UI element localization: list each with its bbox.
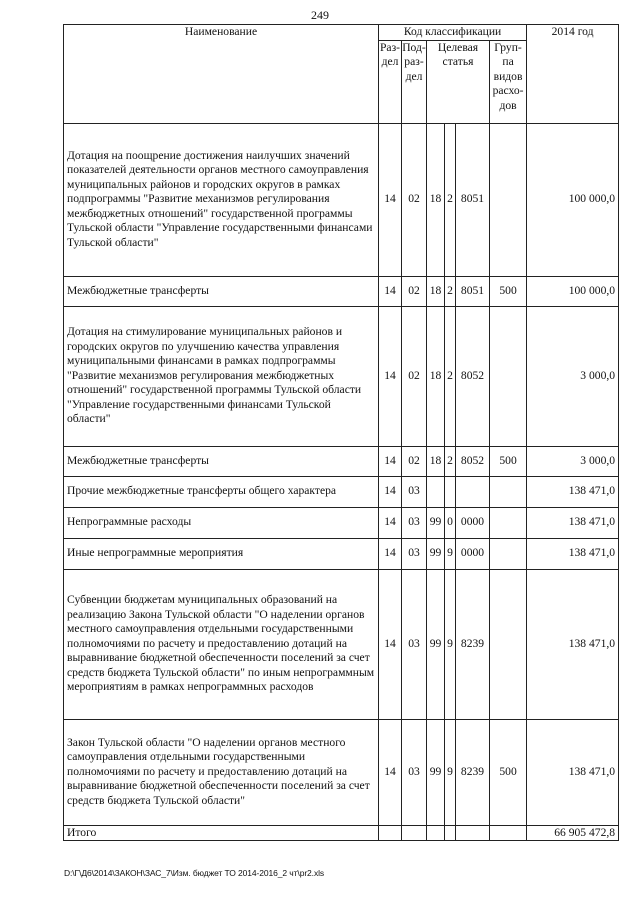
cell-razdel: 14 [379, 446, 402, 476]
header-code-group: Код классификации [379, 25, 527, 41]
cell-razdel: 14 [379, 569, 402, 719]
cell-t3: 8051 [456, 123, 490, 276]
cell-amount: 100 000,0 [527, 123, 619, 276]
cell-group [490, 569, 527, 719]
header-podrazdel: Под-раз-дел [402, 40, 427, 123]
cell-podrazdel: 02 [402, 306, 427, 446]
cell-razdel: 14 [379, 276, 402, 306]
cell-group [490, 507, 527, 538]
table-row [64, 538, 619, 569]
cell-t2 [445, 476, 456, 507]
cell-t1 [427, 476, 445, 507]
cell-t2: 0 [445, 507, 456, 538]
cell-t2: 2 [445, 446, 456, 476]
cell-razdel: 14 [379, 123, 402, 276]
cell-t3: 0000 [456, 538, 490, 569]
cell-group: 500 [490, 446, 527, 476]
cell-empty [490, 825, 527, 841]
cell-t1: 99 [427, 507, 445, 538]
header-group: Груп-па видов расхо-дов [490, 40, 527, 123]
cell-t3: 8051 [456, 276, 490, 306]
total-label: Итого [64, 825, 379, 841]
table-row [64, 719, 619, 825]
cell-group [490, 123, 527, 276]
cell-podrazdel: 02 [402, 276, 427, 306]
cell-name: Межбюджетные трансферты [64, 276, 379, 306]
cell-amount: 138 471,0 [527, 569, 619, 719]
cell-t2: 2 [445, 276, 456, 306]
cell-t3: 8239 [456, 719, 490, 825]
cell-podrazdel: 03 [402, 538, 427, 569]
cell-amount: 138 471,0 [527, 719, 619, 825]
cell-group [490, 538, 527, 569]
cell-amount: 3 000,0 [527, 306, 619, 446]
header-target: Целевая статья [427, 40, 490, 123]
cell-amount: 138 471,0 [527, 538, 619, 569]
cell-empty [379, 825, 402, 841]
budget-table [63, 24, 619, 841]
total-amount: 66 905 472,8 [527, 825, 619, 841]
cell-t1: 18 [427, 446, 445, 476]
cell-name: Дотация на стимулирование муниципальных районов и городских округов по улучшению качества управления муниципальными финансами в рамках подпрограммы "Развитие механизмов регулирования межбюджетных отношений" государственной программы Тульской области "Управление государственными финансами Тульской области" [64, 306, 379, 446]
cell-group: 500 [490, 276, 527, 306]
cell-razdel: 14 [379, 306, 402, 446]
cell-podrazdel: 03 [402, 507, 427, 538]
cell-t2: 9 [445, 719, 456, 825]
cell-empty [456, 825, 490, 841]
cell-group [490, 306, 527, 446]
cell-amount: 100 000,0 [527, 276, 619, 306]
page-number: 249 [311, 8, 329, 22]
cell-razdel: 14 [379, 719, 402, 825]
cell-name: Субвенции бюджетам муниципальных образований на реализацию Закона Тульской области "О наделении органов местного самоуправления отдельными государственными полномочиями по расчету и предоставлению дотаций на выравнивание бюджетной обеспеченности поселений за счет средств бюджета Тульской области" по иным непрограммным мероприятиям в рамках непрограммных расходов [64, 569, 379, 719]
cell-t2: 2 [445, 306, 456, 446]
cell-razdel: 14 [379, 507, 402, 538]
cell-name: Межбюджетные трансферты [64, 446, 379, 476]
cell-razdel: 14 [379, 476, 402, 507]
cell-t1: 99 [427, 569, 445, 719]
cell-group [490, 476, 527, 507]
cell-podrazdel: 03 [402, 719, 427, 825]
cell-t2: 2 [445, 123, 456, 276]
cell-t1: 99 [427, 538, 445, 569]
cell-podrazdel: 02 [402, 446, 427, 476]
cell-amount: 138 471,0 [527, 507, 619, 538]
table-row [64, 569, 619, 719]
cell-name: Непрограммные расходы [64, 507, 379, 538]
cell-razdel: 14 [379, 538, 402, 569]
file-path-footer: D:\Г\Д6\2014\ЗАКОН\ЗАС_7\Изм. бюджет ТО 2014-2016_2 чт\pr2.xls [64, 868, 325, 878]
cell-empty [402, 825, 427, 841]
cell-t1: 99 [427, 719, 445, 825]
cell-amount: 138 471,0 [527, 476, 619, 507]
header-razdel: Раз-дел [379, 40, 402, 123]
cell-empty [445, 825, 456, 841]
table-row [64, 123, 619, 276]
cell-t3 [456, 476, 490, 507]
table-row [64, 306, 619, 446]
cell-podrazdel: 03 [402, 476, 427, 507]
table-row [64, 507, 619, 538]
cell-t1: 18 [427, 123, 445, 276]
cell-t2: 9 [445, 569, 456, 719]
cell-t3: 8239 [456, 569, 490, 719]
cell-name: Дотация на поощрение достижения наилучших значений показателей деятельности органов местного самоуправления муниципальных районов и городских округов в рамках подпрограммы "Развитие механизмов регулирования межбюджетных отношений" государственной программы Тульской области "Управление государственными финансами Тульской области" [64, 123, 379, 276]
cell-t3: 8052 [456, 306, 490, 446]
header-name: Наименование [64, 25, 379, 124]
cell-podrazdel: 03 [402, 569, 427, 719]
cell-podrazdel: 02 [402, 123, 427, 276]
cell-empty [427, 825, 445, 841]
cell-group: 500 [490, 719, 527, 825]
cell-name: Иные непрограммные мероприятия [64, 538, 379, 569]
cell-amount: 3 000,0 [527, 446, 619, 476]
cell-t1: 18 [427, 276, 445, 306]
cell-name: Прочие межбюджетные трансферты общего характера [64, 476, 379, 507]
table-row [64, 276, 619, 306]
cell-t3: 8052 [456, 446, 490, 476]
cell-name: Закон Тульской области "О наделении органов местного самоуправления отдельными государственными полномочиями по расчету и предоставлению дотаций на выравнивание бюджетной обеспеченности поселений за счет средств бюджета Тульской области" [64, 719, 379, 825]
table-row [64, 476, 619, 507]
total-row [64, 825, 619, 841]
cell-t3: 0000 [456, 507, 490, 538]
cell-t2: 9 [445, 538, 456, 569]
table-row [64, 446, 619, 476]
cell-t1: 18 [427, 306, 445, 446]
header-year: 2014 год [527, 25, 619, 124]
